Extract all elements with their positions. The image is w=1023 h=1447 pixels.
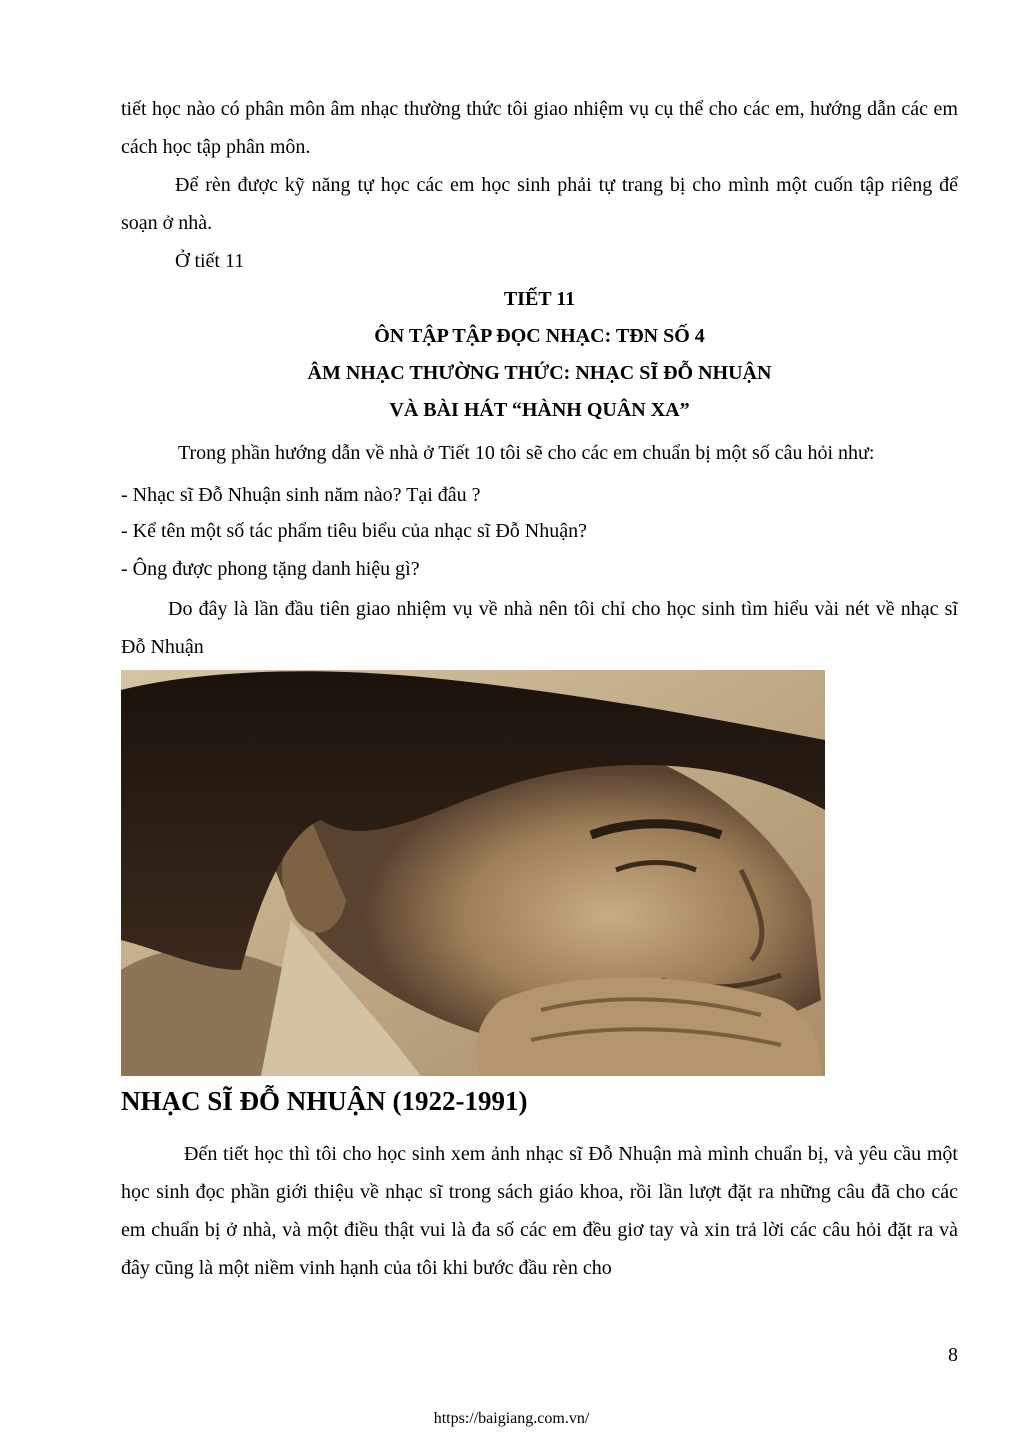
intro-questions: Trong phần hướng dẫn về nhà ở Tiết 10 tôi sẽ cho các em chuẩn bị một số câu hỏi như:	[178, 442, 875, 464]
portrait-photo	[121, 670, 825, 1076]
paragraph-lesson-activity: Đến tiết học thì tôi cho học sinh xem ảnh nhạc sĩ Đỗ Nhuận mà mình chuẩn bị, và yêu cầu một học sinh đọc phần giới thiệu về nhạc sĩ trong sách giáo khoa, rồi lần lượt đặt ra những câu đã cho các em chuẩn bị ở nhà, và một điều thật vui là đa số các em đều giơ tay và xin trả lời các câu hỏi đặt ra và đây cũng là một niềm vinh hạnh của tôi khi bước đầu rèn cho	[121, 1143, 958, 1279]
heading-song: VÀ BÀI HÁT “HÀNH QUÂN XA”	[389, 399, 690, 421]
photo-caption: NHẠC SĨ ĐỖ NHUẬN (1922-1991)	[121, 1086, 528, 1116]
paragraph-homework: Do đây là lần đầu tiên giao nhiệm vụ về nhà nên tôi chỉ cho học sinh tìm hiểu vài nét về nhạc sĩ Đỗ Nhuận	[121, 598, 958, 658]
question-item: - Kể tên một số tác phẩm tiêu biểu của nhạc sĩ Đỗ Nhuận?	[121, 520, 587, 542]
question-item: - Nhạc sĩ Đỗ Nhuận sinh năm nào? Tại đâu ?	[121, 484, 481, 506]
paragraph-intro: tiết học nào có phân môn âm nhạc thường thức tôi giao nhiệm vụ cụ thể cho các em, hướng dẫn các em cách học tập phân môn.	[121, 98, 958, 158]
question-item: - Ông được phong tặng danh hiệu gì?	[121, 558, 420, 580]
paragraph-lesson-ref: Ở tiết 11	[175, 250, 245, 272]
heading-review: ÔN TẬP TẬP ĐỌC NHẠC: TĐN SỐ 4	[374, 325, 705, 347]
heading-lesson: TIẾT 11	[503, 288, 576, 310]
heading-music-appreciation: ÂM NHẠC THƯỜNG THỨC: NHẠC SĨ ĐỖ NHUẬN	[307, 362, 772, 384]
footer-url[interactable]: https://baigiang.com.vn/	[433, 1410, 590, 1427]
paragraph-self-study: Để rèn được kỹ năng tự học các em học sinh phải tự trang bị cho mình một cuốn tập riêng để soạn ở nhà.	[121, 174, 958, 234]
page-number: 8	[948, 1344, 958, 1366]
